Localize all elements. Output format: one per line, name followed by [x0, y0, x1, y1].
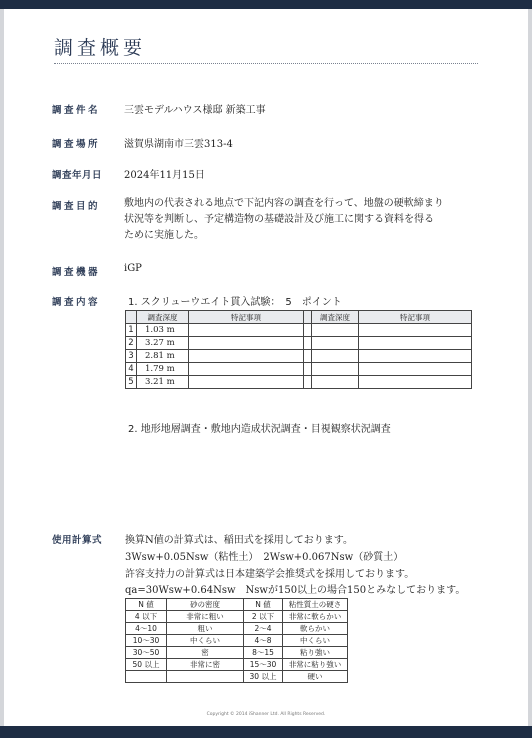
table-header-cell: 調査深度 — [312, 311, 359, 324]
clay-hardness: 粘り強い — [283, 647, 348, 659]
point-depth-2 — [312, 376, 359, 389]
table-header-cell — [304, 311, 312, 324]
clay-hardness: 非常に粘り強い — [283, 659, 348, 671]
clay-n-value: 8〜15 — [244, 647, 283, 659]
sand-n-value — [126, 671, 167, 683]
table-row — [126, 635, 348, 647]
title-divider — [54, 63, 478, 64]
table-header-cell: N 値 — [244, 599, 283, 611]
calc-line: qa=30Wsw+0.64Nsw Nswが150以上の場合150とみなしております。 — [125, 585, 466, 596]
survey-name-label: 調査件名 — [52, 105, 101, 116]
point-note-2 — [359, 363, 472, 376]
point-depth-2 — [312, 350, 359, 363]
sand-density — [167, 671, 244, 683]
survey-place-value: 滋賀県湖南市三雲313-4 — [124, 139, 233, 150]
table-row — [126, 376, 472, 389]
survey-purpose-label: 調査目的 — [52, 201, 101, 212]
table-header-cell: N 値 — [126, 599, 167, 611]
point-note — [189, 337, 304, 350]
clay-n-value: 2 以下 — [244, 611, 283, 623]
table-header-cell: 特記事項 — [189, 311, 304, 324]
sand-n-value: 4 以下 — [126, 611, 167, 623]
point-number: 4 — [126, 363, 137, 376]
clay-n-value: 4〜8 — [244, 635, 283, 647]
bottom-bar — [0, 726, 532, 738]
purpose-line: 敷地内の代表される地点で下記内容の調査を行って、地盤の硬軟締まり — [124, 198, 444, 209]
calc-line: 3Wsw+0.05Nsw（粘性土） 2Wsw+0.067Nsw（砂質土） — [125, 552, 404, 563]
copyright-footer: Copyright © 2014 iShanner Ltd. All Rights Reserved. — [206, 712, 326, 717]
probe-table — [125, 310, 472, 389]
calc-line: 換算N値の計算式は、稲田式を採用しております。 — [125, 535, 353, 546]
sand-n-value: 50 以上 — [126, 659, 167, 671]
sand-density: 密 — [167, 647, 244, 659]
n-value-table — [125, 598, 348, 683]
point-note — [189, 363, 304, 376]
point-note — [189, 324, 304, 337]
sand-density: 粗い — [167, 623, 244, 635]
point-depth: 2.81 m — [137, 350, 189, 363]
point-number-2 — [304, 337, 312, 350]
survey-content-label: 調査内容 — [52, 297, 101, 308]
point-note — [189, 350, 304, 363]
point-number: 1 — [126, 324, 137, 337]
point-depth-2 — [312, 324, 359, 337]
purpose-line: 状況等を判断し、予定構造物の基礎設計及び施工に関する資料を得る — [124, 214, 434, 225]
table-row — [126, 337, 472, 350]
clay-hardness: 軟らかい — [283, 623, 348, 635]
calc-formula-label: 使用計算式 — [52, 535, 103, 546]
point-note-2 — [359, 350, 472, 363]
point-depth: 3.27 m — [137, 337, 189, 350]
table-row — [126, 363, 472, 376]
point-number-2 — [304, 363, 312, 376]
document-page — [4, 9, 528, 726]
sand-n-value: 4〜10 — [126, 623, 167, 635]
table-row — [126, 623, 348, 635]
point-number-2 — [304, 324, 312, 337]
table-header-row — [126, 311, 472, 324]
table-row — [126, 350, 472, 363]
sand-n-value: 10〜30 — [126, 635, 167, 647]
table-row — [126, 659, 348, 671]
content-item-2: 2. 地形地層調査・敷地内造成状況調査・目視観察状況調査 — [128, 424, 391, 435]
calc-line: 許容支持力の計算式は日本建築学会推奨式を採用しております。 — [125, 569, 415, 580]
survey-device-label: 調査機器 — [52, 267, 101, 278]
table-row — [126, 611, 348, 623]
clay-n-value: 30 以上 — [244, 671, 283, 683]
content-item-1: 1. スクリューウエイト貫入試験： 5 ポイント — [128, 297, 342, 308]
point-note-2 — [359, 337, 472, 350]
table-row — [126, 647, 348, 659]
sand-density: 非常に粗い — [167, 611, 244, 623]
point-number-2 — [304, 350, 312, 363]
table-header-cell: 調査深度 — [137, 311, 189, 324]
point-depth-2 — [312, 363, 359, 376]
survey-date-value: 2024年11月15日 — [124, 170, 205, 181]
clay-hardness: 硬い — [283, 671, 348, 683]
clay-hardness: 中くらい — [283, 635, 348, 647]
survey-device-value: iGP — [124, 263, 142, 274]
point-depth: 1.79 m — [137, 363, 189, 376]
clay-n-value: 2〜4 — [244, 623, 283, 635]
survey-purpose-text — [124, 196, 484, 244]
clay-n-value: 15〜30 — [244, 659, 283, 671]
survey-date-label: 調査年月日 — [52, 170, 103, 181]
point-note-2 — [359, 324, 472, 337]
point-number: 5 — [126, 376, 137, 389]
table-header-cell: 特記事項 — [359, 311, 472, 324]
table-header-cell: 粘性質土の硬さ — [283, 599, 348, 611]
survey-name-value: 三雲モデルハウス様邸 新築工事 — [124, 105, 266, 116]
purpose-line: ために実施した。 — [124, 230, 204, 241]
point-depth-2 — [312, 337, 359, 350]
point-number-2 — [304, 376, 312, 389]
sand-density: 非常に密 — [167, 659, 244, 671]
table-header-row — [126, 599, 348, 611]
point-number: 3 — [126, 350, 137, 363]
sand-density: 中くらい — [167, 635, 244, 647]
clay-hardness: 非常に軟らかい — [283, 611, 348, 623]
point-depth: 1.03 m — [137, 324, 189, 337]
point-number: 2 — [126, 337, 137, 350]
top-bar — [0, 0, 532, 9]
point-note-2 — [359, 376, 472, 389]
table-header-cell — [126, 311, 137, 324]
page-title: 調査概要 — [54, 37, 147, 59]
survey-place-label: 調査場所 — [52, 139, 101, 150]
point-depth: 3.21 m — [137, 376, 189, 389]
point-note — [189, 376, 304, 389]
table-row — [126, 324, 472, 337]
table-row — [126, 671, 348, 683]
table-header-cell: 砂の密度 — [167, 599, 244, 611]
sand-n-value: 30〜50 — [126, 647, 167, 659]
